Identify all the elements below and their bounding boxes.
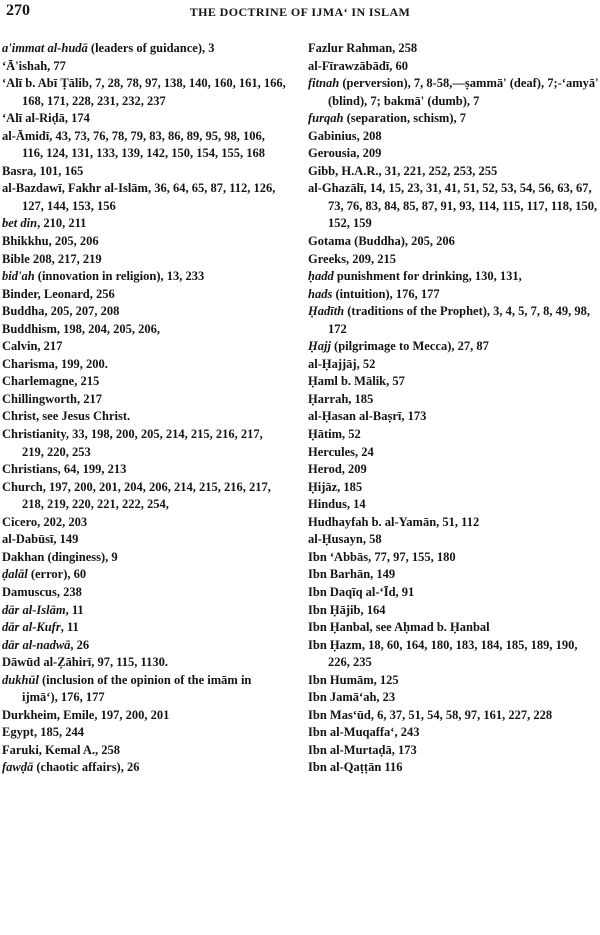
index-locators: Damuscus, 238 (2, 584, 82, 599)
index-locators: Christ, see Jesus Christ. (2, 409, 131, 424)
index-term: dukhūl (2, 672, 39, 687)
index-entry (308, 286, 600, 304)
index-locators: Ibn Barhān, 149 (308, 567, 396, 582)
index-term: fawḍā (2, 760, 34, 775)
index-entry (308, 58, 600, 76)
index-locators: Cicero, 202, 203 (2, 514, 88, 529)
index-locators: Ibn Jamā‘ah, 23 (308, 690, 396, 705)
index-term: bet din (2, 216, 38, 231)
index-locators: Dāwūd al-Ẓāhirī, 97, 115, 1130. (2, 655, 168, 670)
index-entry (2, 531, 286, 549)
index-locators: (perversion), 7, 8-58,—ṣammā' (deaf), 7;-‘amyā' (blind), 7; bakmā' (dumb), 7 (328, 76, 599, 108)
index-entry (308, 724, 600, 742)
index-locators: Ibn Humām, 125 (308, 672, 399, 687)
index-locators: (inclusion of the opinion of the imām in ijmā‘), 176, 177 (22, 672, 252, 705)
index-locators: al-Dabūsī, 149 (2, 532, 79, 547)
index-locators: Ibn Mas‘ūd, 6, 37, 51, 54, 58, 97, 161, 227, 228 (308, 707, 553, 722)
index-term: ḍalāl (2, 567, 28, 582)
index-locators: Durkheim, Emile, 197, 200, 201 (2, 707, 170, 722)
index-term: furqah (308, 111, 344, 126)
index-locators: Bible 208, 217, 219 (2, 251, 102, 266)
index-entry (308, 75, 600, 110)
index-locators: Christians, 64, 199, 213 (2, 462, 127, 477)
index-entry (2, 549, 286, 567)
index-term: hads (308, 286, 333, 301)
index-entry (308, 444, 600, 462)
index-locators: al-Ḥusayn, 58 (308, 532, 382, 547)
index-entry (2, 321, 286, 339)
index-entry (308, 163, 600, 181)
index-locators: Buddha, 205, 207, 208 (2, 304, 120, 319)
index-entry (308, 128, 600, 146)
index-entry (308, 566, 600, 584)
index-locators: Ḥaml b. Mālik, 57 (308, 374, 405, 389)
index-locators: al-Ḥajjāj, 52 (308, 356, 376, 371)
index-entry (308, 619, 600, 637)
index-entry (308, 479, 600, 497)
index-entry (308, 233, 600, 251)
index-entry (2, 180, 286, 215)
index-locators: , 11 (60, 620, 79, 635)
index-entry (308, 180, 600, 233)
index-term: dār al-Kufr (2, 620, 61, 635)
index-locators: punishment for drinking, 130, 131, (333, 269, 522, 284)
index-entry (308, 426, 600, 444)
index-locators: Gibb, H.A.R., 31, 221, 252, 253, 255 (308, 163, 498, 178)
index-term: Ḥajj (308, 339, 331, 354)
index-entry (2, 461, 286, 479)
index-locators: Charisma, 199, 200. (2, 356, 108, 371)
index-locators: Calvin, 217 (2, 339, 63, 354)
index-locators: Chillingworth, 217 (2, 391, 103, 406)
index-entry (2, 654, 286, 672)
index-entry (2, 584, 286, 602)
index-locators: , 26 (70, 637, 90, 652)
index-locators: (separation, schism), 7 (343, 111, 467, 126)
index-entry (2, 759, 286, 777)
index-locators: Ḥijāz, 185 (308, 479, 363, 494)
index-entry (308, 391, 600, 409)
index-term: dār al-Islām (2, 602, 66, 617)
index-locators: , 11 (65, 602, 84, 617)
index-entry (2, 707, 286, 725)
index-column-right (308, 40, 600, 777)
index-entry (308, 461, 600, 479)
index-entry (308, 742, 600, 760)
index-entry (308, 672, 600, 690)
index-entry (308, 549, 600, 567)
index-entry (2, 391, 286, 409)
index-entry (2, 514, 286, 532)
index-entry (2, 637, 286, 655)
index-entry (2, 163, 286, 181)
index-locators: Ibn al-Murtaḍā, 173 (308, 742, 417, 757)
index-entry (2, 215, 286, 233)
index-entry (2, 268, 286, 286)
index-locators: (chaotic affairs), 26 (33, 760, 140, 775)
index-locators: ‘Alī al-Riḍā, 174 (2, 111, 90, 126)
index-entry (2, 602, 286, 620)
index-locators: Dakhan (dinginess), 9 (2, 549, 118, 564)
index-entry (308, 602, 600, 620)
index-entry (308, 759, 600, 777)
index-entry (2, 58, 286, 76)
index-locators: Charlemagne, 215 (2, 374, 100, 389)
index-locators: ‘Alī b. Abī Ṭālib, 7, 28, 78, 97, 138, 140, 160, 161, 166, 168, 171, 228, 231, 232, 237 (2, 76, 286, 108)
index-entry (2, 286, 286, 304)
index-entry (2, 251, 286, 269)
index-entry (308, 689, 600, 707)
index-locators: (innovation in religion), 13, 233 (34, 269, 205, 284)
index-term: fitnah (308, 76, 340, 91)
index-locators: Herod, 209 (308, 462, 367, 477)
index-locators: Ibn al-Qaṭṭān 116 (308, 760, 403, 775)
index-locators: Ibn ‘Abbās, 77, 97, 155, 180 (308, 549, 456, 564)
index-entry (2, 566, 286, 584)
index-locators: al-Fīrawzābādī, 60 (308, 58, 408, 73)
index-locators: Ibn Ḥājib, 164 (308, 602, 386, 617)
index-entry (308, 338, 600, 356)
index-locators: Ḥarrah, 185 (308, 391, 374, 406)
index-entry (308, 251, 600, 269)
index-entry (308, 110, 600, 128)
index-term: Ḥadīth (308, 304, 345, 319)
index-locators: al-Ḥasan al-Baṣrī, 173 (308, 409, 427, 424)
index-entry (2, 672, 286, 707)
index-entry (2, 479, 286, 514)
index-entry (308, 408, 600, 426)
index-term: bid'ah (2, 269, 35, 284)
index-locators: al-Ghazālī, 14, 15, 23, 31, 41, 51, 52, 53, 54, 56, 63, 67, 73, 76, 83, 84, 85, 87, 91, 93, 114, 115, 117, 118, 150, 152, 159 (308, 181, 598, 231)
index-locators: Ibn Ḥanbal, see Aḥmad b. Ḥanbal (308, 620, 490, 635)
index-locators: Church, 197, 200, 201, 204, 206, 214, 215, 216, 217, 218, 219, 220, 221, 222, 254, (2, 479, 271, 512)
index-entry (2, 303, 286, 321)
index-entry (308, 40, 600, 58)
index-locators: (traditions of the Prophet), 3, 4, 5, 7, 8, 49, 98, 172 (328, 304, 591, 336)
index-locators: Ibn al-Muqaffa‘, 243 (308, 725, 420, 740)
index-locators: (pilgrimage to Mecca), 27, 87 (330, 339, 489, 354)
index-locators: al-Bazdawī, Fakhr al-Islām, 36, 64, 65, 87, 112, 126, 127, 144, 153, 156 (2, 181, 276, 213)
index-locators: Hindus, 14 (308, 497, 366, 512)
index-term: ḥadd (308, 269, 334, 284)
index-locators: Ḥātim, 52 (308, 427, 361, 442)
index-locators: Egypt, 185, 244 (2, 725, 84, 740)
index-locators: Binder, Leonard, 256 (2, 286, 115, 301)
index-locators: Hudhayfah b. al-Yamān, 51, 112 (308, 514, 480, 529)
index-entry (2, 426, 286, 461)
index-entry (2, 742, 286, 760)
index-entry (308, 707, 600, 725)
index-entry (2, 75, 286, 110)
index-locators: (error), 60 (27, 567, 87, 582)
index-locators: Hercules, 24 (308, 444, 374, 459)
index-entry (2, 373, 286, 391)
index-entry (2, 619, 286, 637)
index-locators: Gotama (Buddha), 205, 206 (308, 234, 455, 249)
index-column-left (2, 40, 286, 777)
index-locators: Basra, 101, 165 (2, 163, 84, 178)
index-locators: Buddhism, 198, 204, 205, 206, (2, 321, 161, 336)
index-entry (308, 145, 600, 163)
index-entry (2, 128, 286, 163)
index-locators: ‘Ā'ishah, 77 (2, 58, 66, 73)
index-locators: Christianity, 33, 198, 200, 205, 214, 215, 216, 217, 219, 220, 253 (2, 427, 263, 459)
index-entry (308, 268, 600, 286)
index-locators: Gabinius, 208 (308, 128, 382, 143)
index-locators: Fazlur Rahman, 258 (308, 41, 418, 55)
index-entry (2, 233, 286, 251)
index-entry (308, 531, 600, 549)
index-locators: (intuition), 176, 177 (332, 286, 440, 301)
index-entry (308, 303, 600, 338)
index-locators: , 210, 211 (37, 216, 87, 231)
index-entry (308, 584, 600, 602)
index-locators: (leaders of guidance), 3 (87, 41, 215, 55)
index-entry (308, 356, 600, 374)
index-entry (2, 408, 286, 426)
index-entry (308, 637, 600, 672)
index-locators: Ibn Daqīq al-‘Īd, 91 (308, 584, 415, 599)
index-locators: al-Āmidī, 43, 73, 76, 78, 79, 83, 86, 89, 95, 98, 106, 116, 124, 131, 133, 139, 142, 150, 154, 155, 168 (2, 128, 266, 161)
index-locators: Faruki, Kemal A., 258 (2, 742, 121, 757)
index-term: dār al-nadwā (2, 637, 71, 652)
index-entry (2, 724, 286, 742)
index-entry (2, 40, 286, 58)
index-entry (308, 373, 600, 391)
index-locators: Greeks, 209, 215 (308, 251, 396, 266)
index-term: a'immat al-hudā (2, 41, 88, 55)
index-entry (2, 338, 286, 356)
index-entry (308, 496, 600, 514)
index-entry (2, 356, 286, 374)
index-locators: Gerousia, 209 (308, 146, 382, 161)
index-locators: Ibn Ḥazm, 18, 60, 164, 180, 183, 184, 185, 189, 190, 226, 235 (308, 637, 578, 670)
index-entry (2, 110, 286, 128)
index-entry (308, 514, 600, 532)
running-title: THE DOCTRINE OF IJMA‘ IN ISLAM (189, 5, 411, 19)
index-locators: Bhikkhu, 205, 206 (2, 234, 99, 249)
page-number: 270 (6, 2, 30, 19)
page-header (0, 2, 600, 26)
